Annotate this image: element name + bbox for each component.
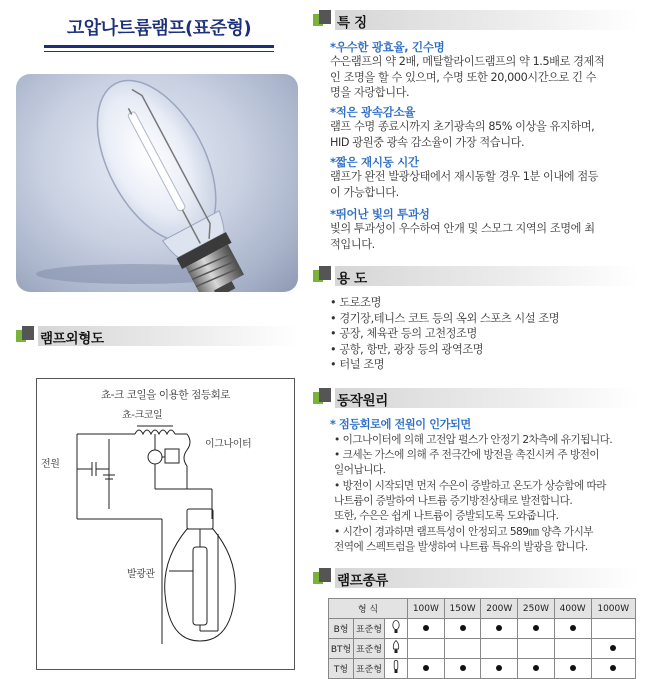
- arc-tube-label: 발광관: [127, 569, 155, 580]
- bulb-shape-icon: [385, 619, 408, 639]
- availability-cell: [444, 659, 481, 679]
- section-title: 램프종류: [337, 573, 388, 589]
- section-marker-icon: [313, 568, 333, 588]
- section-header-features: [313, 10, 638, 32]
- section-marker-icon: [313, 388, 333, 408]
- table-header-row: [329, 599, 636, 619]
- bulb-shape-icon: [385, 639, 408, 659]
- section-header-principle: [313, 388, 638, 410]
- availability-cell: [554, 659, 591, 679]
- page-title: 고압나트륨램프(표준형): [66, 18, 252, 39]
- feature-line: 인 조명을 할 수 있으며, 수명 또한 20,000시간으로 긴 수: [330, 70, 597, 84]
- type-cell: B형: [329, 619, 354, 639]
- availability-cell: [591, 659, 635, 679]
- lamp-bulb-illustration: [16, 74, 298, 292]
- principle-line: 나트륨이 증발하여 나트륨 증기방전상태로 발전합니다.: [334, 495, 573, 507]
- table-row: [329, 639, 636, 659]
- lamp-photo: [16, 74, 298, 292]
- table-row: [329, 659, 636, 679]
- availability-dot: [610, 665, 616, 671]
- title-underline-thin: [44, 51, 274, 52]
- availability-dot: [570, 625, 576, 631]
- principle-line: 일어납니다.: [334, 464, 386, 476]
- section-header-uses: [313, 266, 638, 288]
- list-item: • 공장, 체육관 등의 고천정조명: [330, 327, 477, 341]
- section-title: 동작원리: [337, 393, 388, 409]
- availability-cell: [444, 639, 481, 659]
- list-item: • 터널 조명: [330, 358, 385, 372]
- page-title-block: [44, 8, 274, 48]
- availability-dot: [610, 645, 616, 651]
- feature-line: 수은램프의 약 2배, 메탈할라이드램프의 약 1.5배로 경제적: [330, 55, 605, 68]
- availability-cell: [408, 659, 445, 679]
- feature-heading: *적은 광속감소율: [330, 105, 416, 119]
- circuit-diagram: [36, 378, 295, 670]
- circuit-schematic: [37, 379, 294, 669]
- availability-cell: [408, 639, 445, 659]
- principle-line: 전역에 스펙트럼을 발생하여 나트륨 특유의 발광을 합니다.: [334, 541, 588, 553]
- kind-cell: 표준형: [354, 659, 385, 679]
- list-item: • 경기장,테니스 코트 등의 옥외 스포츠 시설 조명: [330, 311, 560, 325]
- table-header-cell: 400W: [554, 599, 591, 619]
- feature-heading: *짧은 재시동 시간: [330, 155, 419, 169]
- kind-cell: 표준형: [354, 639, 385, 659]
- availability-cell: [408, 619, 445, 639]
- diagram-caption: 쵸-크 코일을 이용한 점등회로: [100, 389, 231, 401]
- type-cell: BT형: [329, 639, 354, 659]
- feature-line: 명을 자랑합니다.: [330, 86, 410, 99]
- feature-body: [330, 54, 636, 101]
- choke-coil-label: 쵸-크코일: [122, 410, 163, 421]
- availability-cell: [554, 619, 591, 639]
- feature-heading: *뛰어난 빛의 투과성: [330, 207, 430, 221]
- section-title: 용 도: [337, 271, 367, 287]
- availability-cell: [554, 639, 591, 659]
- availability-dot: [533, 665, 539, 671]
- feature-line: 램프가 완전 발광상태에서 재시동할 경우 1분 이내에 점등: [330, 170, 599, 183]
- section-title: 램프외형도: [40, 331, 104, 347]
- section-marker-icon: [313, 10, 333, 30]
- feature-line: 램프 수명 종료시까지 초기광속의 85% 이상을 유지하며,: [330, 120, 595, 133]
- availability-dot: [570, 665, 576, 671]
- section-header-outline: [16, 326, 298, 348]
- availability-cell: [591, 639, 635, 659]
- lamp-types-table: [328, 598, 636, 679]
- principle-line: • 크세논 가스에 의해 주 전극간에 방전을 촉진시켜 주 방전이: [334, 449, 600, 461]
- feature-body: [330, 169, 636, 200]
- section-title: 특 징: [337, 15, 367, 31]
- availability-cell: [444, 619, 481, 639]
- feature-line: 빛의 투과성이 우수하여 안개 및 스모그 지역의 조명에 최: [330, 222, 595, 235]
- table-row: [329, 619, 636, 639]
- section-header-types: [313, 568, 638, 590]
- availability-dot: [460, 625, 466, 631]
- availability-cell: [481, 659, 518, 679]
- feature-heading: *우수한 광효율, 긴수명: [330, 40, 445, 54]
- section-marker-icon: [313, 266, 333, 286]
- table-header-cell: 150W: [444, 599, 481, 619]
- section-header-bar: [335, 10, 638, 30]
- table-header-cell: 1000W: [591, 599, 635, 619]
- feature-line: 이 가능합니다.: [330, 185, 399, 199]
- section-header-bar: [335, 266, 638, 286]
- table-header-cell: 100W: [408, 599, 445, 619]
- igniter-label: 이그나이터: [205, 439, 252, 450]
- table-header-cell: 200W: [481, 599, 518, 619]
- type-cell: T형: [329, 659, 354, 679]
- feature-body: [330, 119, 636, 150]
- list-item: • 도로조명: [330, 296, 381, 309]
- principle-line: • 이그나이터에 의해 고전압 펄스가 안정기 2차측에 유기됩니다.: [334, 434, 613, 446]
- list-item: • 공항, 항만, 광장 등의 광역조명: [330, 342, 484, 356]
- power-label: 전원: [41, 459, 60, 470]
- table-header-cell: 250W: [518, 599, 555, 619]
- principle-heading: * 점등회로에 전원이 인가되면: [330, 418, 471, 431]
- table-header-cell: 형 식: [329, 599, 408, 619]
- feature-body: [330, 221, 636, 252]
- availability-dot: [533, 625, 539, 631]
- availability-cell: [518, 639, 555, 659]
- kind-cell: 표준형: [354, 619, 385, 639]
- availability-cell: [481, 619, 518, 639]
- availability-dot: [496, 665, 502, 671]
- bulb-shape-icon: [385, 659, 408, 679]
- feature-line: 적입니다.: [330, 237, 375, 251]
- availability-dot: [496, 625, 502, 631]
- availability-cell: [518, 619, 555, 639]
- availability-dot: [423, 625, 429, 631]
- availability-cell: [518, 659, 555, 679]
- availability-dot: [423, 665, 429, 671]
- principle-line: 또한, 수은은 쉽게 나트륨이 증발되도록 도와줍니다.: [334, 510, 559, 522]
- title-underline: [44, 45, 274, 48]
- principle-line: • 시간이 경과하면 램프특성이 안정되고 589㎚ 양측 가시부: [334, 526, 594, 538]
- uses-list: [330, 295, 559, 373]
- availability-dot: [460, 665, 466, 671]
- feature-line: HID 광원중 광속 감소율이 가장 적습니다.: [330, 135, 525, 149]
- principle-line: • 방전이 시작되면 먼저 수은이 증발하고 온도가 상승함에 따라: [334, 480, 607, 492]
- availability-cell: [591, 619, 635, 639]
- section-marker-icon: [16, 326, 36, 346]
- availability-cell: [481, 639, 518, 659]
